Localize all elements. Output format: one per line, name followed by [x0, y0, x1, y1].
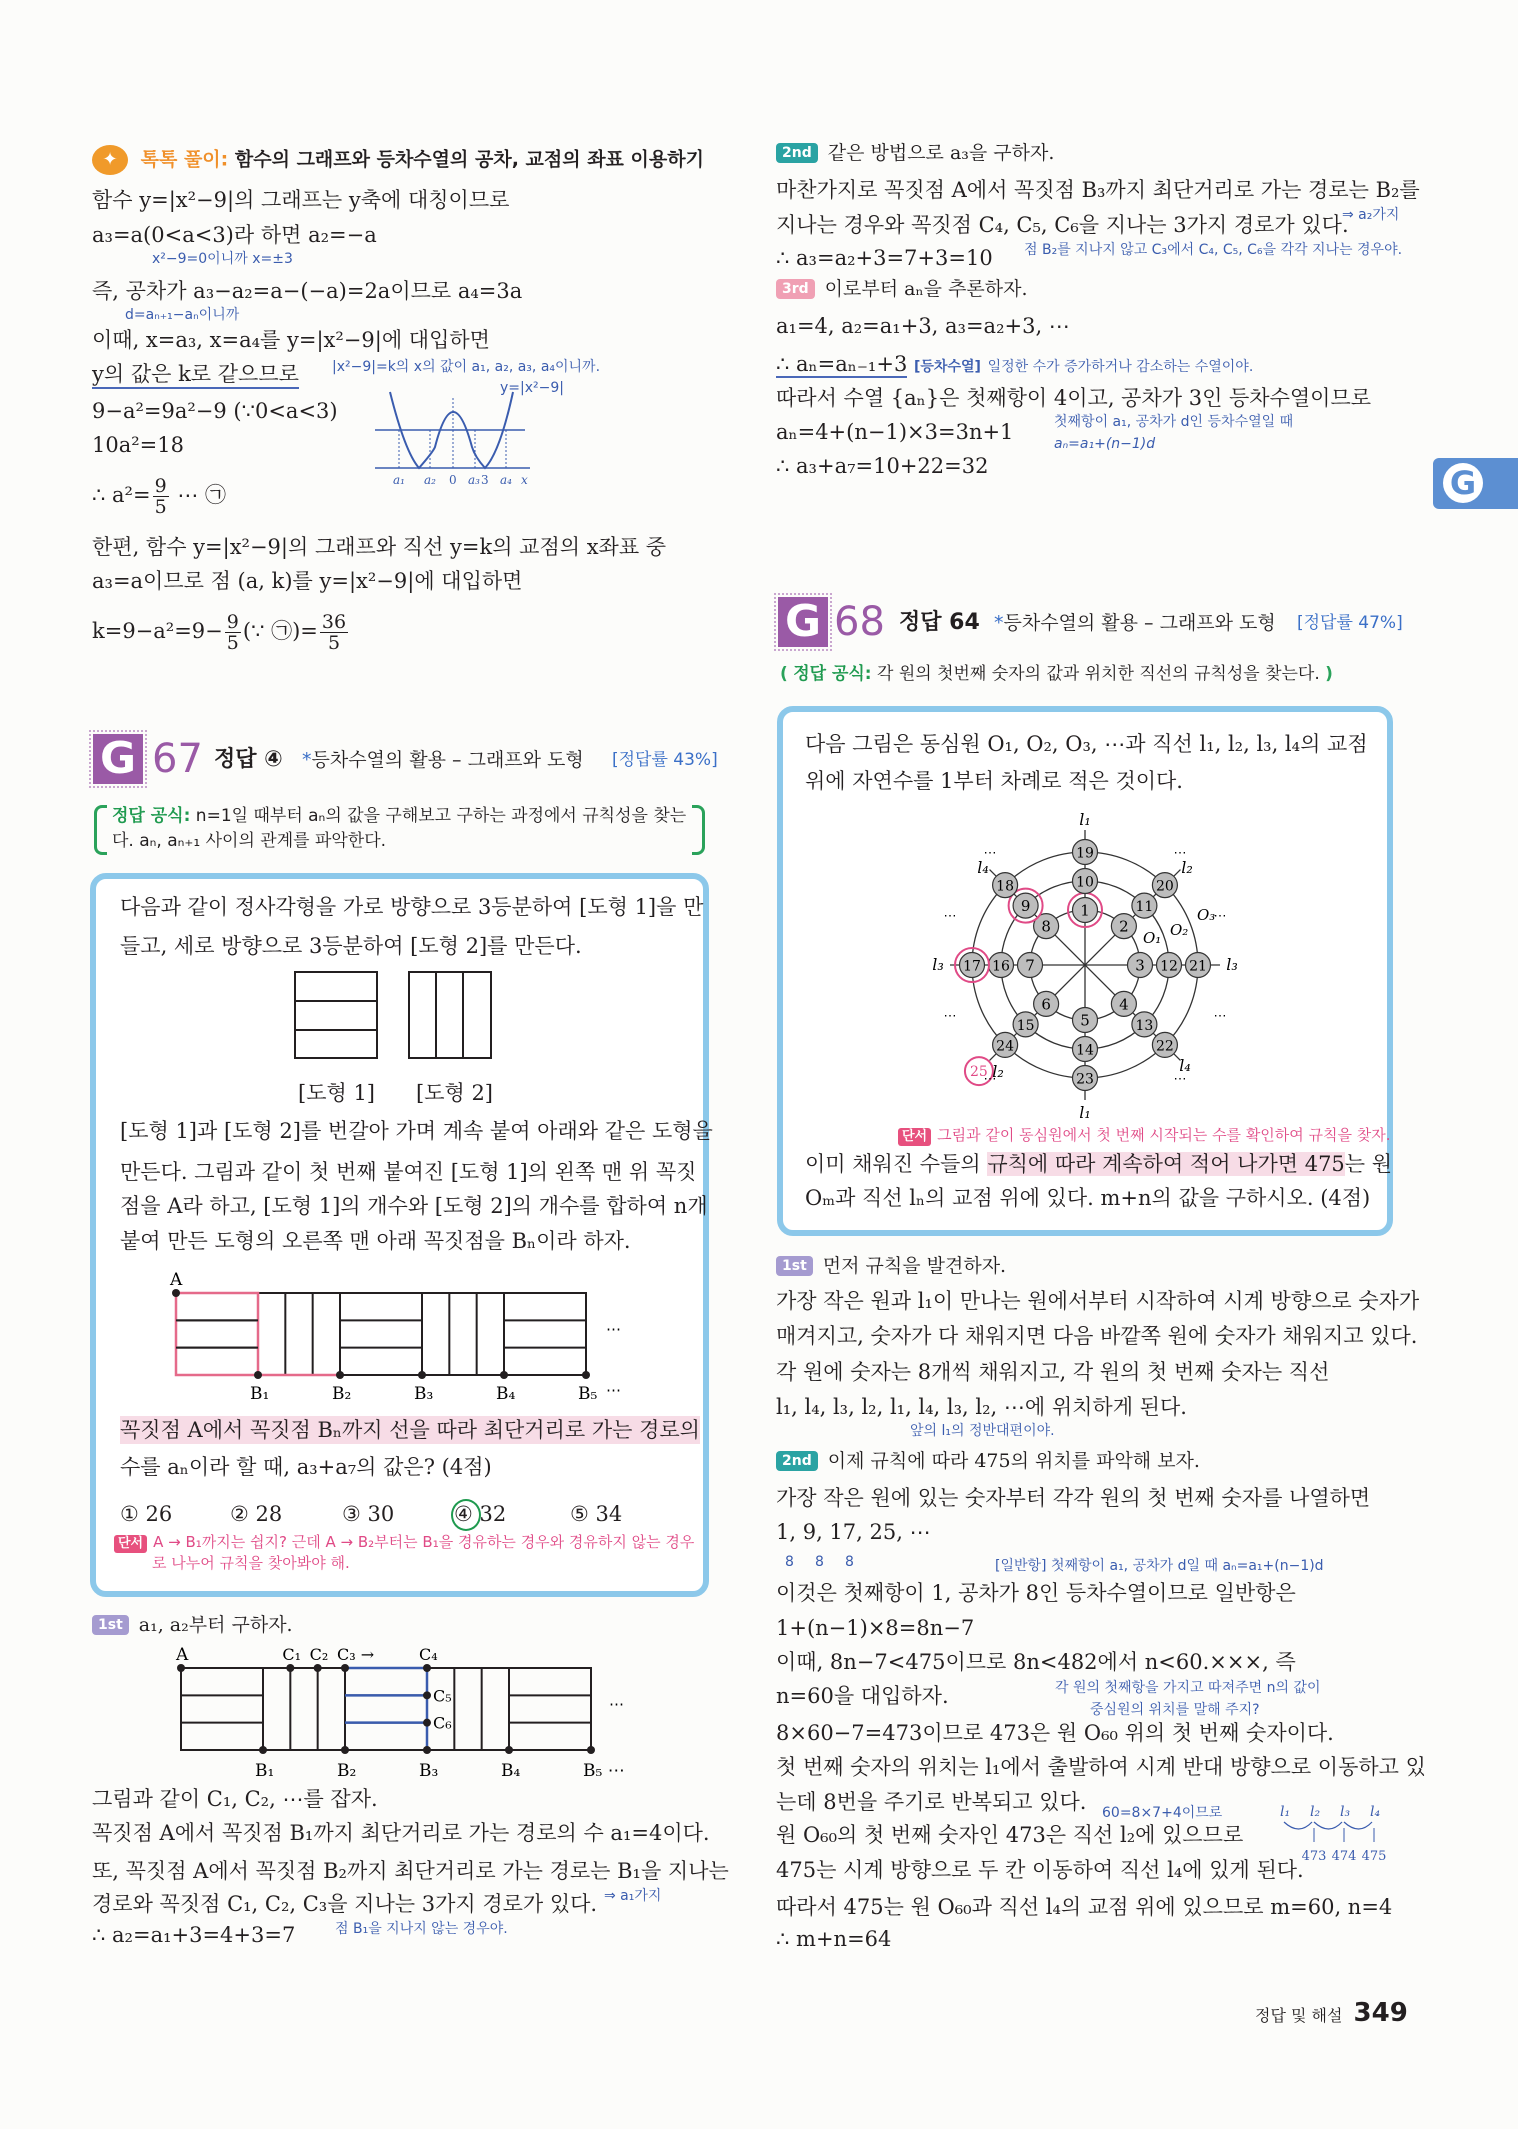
text: ∴ aₙ=aₙ₋₁+3 [776, 352, 908, 376]
sol-line: 1, 9, 17, 25, ⋯ [776, 1520, 931, 1544]
sol-line: 또, 꼭짓점 A에서 꼭짓점 B₂까지 최단거리로 가는 경로는 B₁을 지나는 [92, 1859, 729, 1883]
hint [114, 1532, 694, 1574]
runner-icon: ✦ [92, 145, 128, 175]
number-label: 20 [1155, 878, 1174, 895]
topic-text: 등차수열의 활용 – 그래프와 도형 [311, 749, 584, 771]
choice-1[interactable]: ① 26 [120, 1502, 173, 1526]
problem-line: 위에 자연수를 1부터 차례로 적은 것이다. [805, 769, 1183, 793]
sol-line: 매겨지고, 숫자가 다 채워지면 다음 바깥쪽 원에 숫자가 채워지고 있다. [776, 1324, 1418, 1348]
line-label: l₄ [977, 858, 989, 877]
chapter-side-tab[interactable] [1433, 458, 1518, 509]
circle-label: O₃ [1197, 906, 1216, 924]
formula-tip [112, 804, 686, 854]
graph-curve-label: y=|x²−9| [500, 380, 564, 396]
hint [898, 1126, 1391, 1146]
sol-line: y의 값은 k로 같으므로 [92, 361, 299, 389]
line-label: l₁ [1079, 1103, 1091, 1122]
solution-header [92, 145, 704, 175]
tile [181, 1668, 263, 1750]
vertex-a-label: A [170, 1270, 183, 1290]
sol-line: 한편, 함수 y=|x²−9|의 그래프와 직선 y=k의 교점의 x좌표 중 [92, 535, 667, 559]
sol-note: 점 B₁을 지나지 않는 경우야. [335, 1921, 508, 1937]
vertex-b-label: B₂ [332, 1384, 352, 1404]
footer-label: 정답 및 해설 [1255, 2006, 1343, 2025]
vertex-c-label: C₂ [309, 1645, 329, 1664]
sol-line: ∴ a₂=a₁+3=4+3=7 [92, 1923, 296, 1947]
number-label: 18 [996, 878, 1015, 895]
number-label: 7 [1025, 956, 1035, 975]
graph-label: 0 [449, 473, 457, 487]
topic-text: 등차수열의 활용 – 그래프와 도형 [1003, 612, 1276, 634]
ellipsis: ⋯ [983, 846, 997, 861]
vertex-b-label: B₅ [578, 1384, 598, 1404]
line-label: l₃ [932, 955, 944, 974]
vertex-a-dot [172, 1289, 180, 1297]
denominator: 5 [327, 632, 341, 654]
sol-line: 는데 8번을 주기로 반복되고 있다. [776, 1790, 1087, 1814]
ellipsis: ⋯ [1173, 846, 1187, 861]
numerator: 9 [226, 611, 239, 633]
step-badge: 2nd [776, 143, 818, 163]
ellipsis: ⋯ [1173, 1072, 1187, 1087]
vertex-c-label: C₅ [433, 1686, 452, 1706]
line-label: l₁ [1280, 1804, 1291, 1820]
text: (∵ ㉠)= [242, 619, 318, 643]
sol-line: 475는 시계 방향으로 두 칸 이동하여 직선 l₄에 있게 된다. [776, 1858, 1304, 1882]
hint-tag: 단서 [898, 1128, 931, 1146]
tile [509, 1668, 591, 1750]
correct-rate: [정답률 43%] [612, 750, 718, 770]
number-label: 23 [1076, 1071, 1094, 1088]
tile [427, 1668, 509, 1750]
sol-line: 각 원에 숫자는 8개씩 채워지고, 각 원의 첫 번째 숫자는 직선 [776, 1360, 1330, 1384]
sol-note: 60=8×7+4이므로 [1102, 1805, 1223, 1821]
step-title: a₁, a₂부터 구하자. [138, 1614, 293, 1636]
graph-label: a₁ [393, 473, 405, 487]
strip-figure [160, 1265, 660, 1410]
ellipsis: ⋯ [1213, 909, 1227, 924]
vertex-b-dot [582, 1371, 590, 1379]
sol-line: 10a²=18 [92, 433, 184, 457]
sol-line: a₃=a이므로 점 (a, k)를 y=|x²−9|에 대입하면 [92, 569, 523, 593]
figure-label: [도형 2] [416, 1081, 493, 1105]
number-label: 11 [1135, 899, 1154, 916]
ellipsis: ⋯ [983, 1072, 997, 1087]
question-line: 수를 aₙ이라 할 때, a₃+a₇의 값은? (4점) [120, 1455, 492, 1479]
sol-line: a₃=a(0<a<3)라 하면 a₂=−a [92, 223, 377, 247]
sol-line: 꼭짓점 A에서 꼭짓점 B₁까지 최단거리로 가는 경로의 수 a₁=4이다. [92, 1821, 710, 1845]
sol-note: d=aₙ₊₁−aₙ이니까 [125, 307, 240, 323]
line-label: l₄ [1179, 1056, 1191, 1075]
vertex-b-dot [500, 1371, 508, 1379]
vertex-b-label: B₃ [414, 1384, 434, 1404]
formula-label: 정답 공식: [112, 806, 191, 826]
vertex-dot [423, 1664, 431, 1672]
sol-line: 이것은 첫째항이 1, 공차가 8인 등차수열이므로 일반항은 [776, 1581, 1296, 1605]
step-badge: 2nd [776, 1451, 818, 1471]
choice-3[interactable]: ③ 30 [342, 1502, 395, 1526]
correct-mark [451, 1499, 481, 1531]
number-label: 17 [963, 958, 981, 975]
number-label: 10 [1076, 874, 1094, 891]
hint-text: A → B₁까지는 쉽지? 근데 A → B₂부터는 B₁을 경유하는 경우와 경유하지 않는 경우 [153, 1533, 695, 1551]
sol-line: 원 O₆₀의 첫 번째 숫자인 473은 직선 l₂에 있으므로 [776, 1823, 1244, 1847]
vertex-b-dot [341, 1746, 349, 1754]
problem-line: 점을 A라 하고, [도형 1]의 개수와 [도형 2]의 개수를 합하여 n개 [120, 1194, 708, 1218]
graph-label: 3 [481, 473, 489, 487]
number-label: 6 [1041, 995, 1051, 1014]
sol-line: 8×60−7=473이므로 473은 원 O₆₀ 위의 첫 번째 숫자이다. [776, 1721, 1334, 1745]
sol-line: 따라서 475는 원 O₆₀과 직선 l₄의 교점 위에 있으므로 m=60, n=4 [776, 1895, 1393, 1919]
chapter-letter: G [1443, 463, 1483, 503]
step-title: 같은 방법으로 a₃을 구하자. [827, 142, 1055, 164]
sol-line: l₁, l₄, l₃, l₂, l₁, l₄, l₃, l₂, ⋯에 위치하게 된다. [776, 1395, 1187, 1419]
denominator: 5 [154, 496, 167, 518]
fraction [153, 476, 169, 517]
problem-number: 67 [152, 736, 203, 782]
problem-badge: G [93, 734, 143, 784]
formula-tip [780, 662, 1333, 687]
step-2 [776, 1447, 1200, 1475]
fraction [225, 612, 241, 653]
vertex-dot [423, 1719, 431, 1727]
sol-line: 그림과 같이 C₁, C₂, ⋯를 잡자. [92, 1787, 378, 1811]
step-title: 이로부터 aₙ을 추론하자. [824, 278, 1028, 300]
diff: 8 [815, 1554, 824, 1570]
solution-header-label: 톡톡 풀이: [140, 148, 229, 171]
vertex-dot [314, 1664, 322, 1672]
sol-line: ∴ a₃=a₂+3=7+3=10 [776, 246, 993, 270]
tile [340, 1293, 422, 1375]
line-label: l₂ [1310, 1804, 1321, 1820]
step-1 [92, 1611, 293, 1639]
sol-line: ∴ a₃+a₇=10+22=32 [776, 454, 989, 478]
hint-text: 그림과 같이 동심원에서 첫 번째 시작되는 수를 확인하여 규칙을 찾자. [937, 1126, 1391, 1144]
vertex-dot [341, 1664, 349, 1672]
note: 일정한 수가 증가하거나 감소하는 수열이야. [987, 359, 1254, 375]
step-badge: 3rd [776, 279, 815, 299]
number-label: 2 [1119, 917, 1129, 936]
answer-label: 정답 ④ [214, 747, 283, 772]
line-label: l₃ [1226, 955, 1238, 974]
vertex-c-label: C₁ [282, 1645, 301, 1664]
vertex-c-label: C₆ [433, 1713, 452, 1733]
sol-line: aₙ=4+(n−1)×3=3n+1 [776, 420, 1014, 444]
vertex-b-label: B₁ [255, 1761, 275, 1781]
choice-5[interactable]: ⑤ 34 [570, 1502, 623, 1526]
tile [176, 1293, 258, 1375]
number-label: 16 [992, 958, 1010, 975]
text: ⋯ ㉠ [177, 483, 227, 507]
number-label: 15 [1016, 1017, 1035, 1034]
sol-note: 중심원의 위치를 말해 주지? [1090, 1702, 1260, 1718]
vertex-a-label: A [176, 1645, 189, 1665]
text: 이미 채워진 수들의 [805, 1152, 988, 1176]
text: 는 원 [1344, 1152, 1393, 1176]
step-3 [776, 275, 1028, 303]
curve-arrow [1284, 1822, 1312, 1829]
answer-label: 정답 64 [899, 610, 980, 635]
highlighted-path [176, 1293, 340, 1375]
step-1 [776, 1252, 1006, 1280]
topic [302, 745, 584, 775]
ellipsis: ⋯ [943, 1009, 957, 1024]
sol-note: 각 원의 첫째항을 가지고 따져주면 n의 값이 [1055, 1680, 1321, 1696]
vertex-b-dot [423, 1746, 431, 1754]
step-badge: 1st [776, 1256, 813, 1276]
number-label: 4 [1119, 995, 1129, 1014]
problem-line: 들고, 세로 방향으로 3등분하여 [도형 2]를 만든다. [120, 934, 582, 958]
numerator: 36 [321, 611, 347, 633]
vertex-dot [286, 1664, 294, 1672]
line-label: l₃ [1340, 1804, 1351, 1820]
vertex-b-dot [254, 1371, 262, 1379]
sol-line: ∴ m+n=64 [776, 1927, 892, 1951]
problem-line: 만든다. 그림과 같이 첫 번째 붙여진 [도형 1]의 왼쪽 맨 위 꼭짓 [120, 1160, 697, 1184]
sol-line-fraction [92, 612, 350, 653]
tile [258, 1293, 340, 1375]
number-label: 12 [1160, 958, 1178, 975]
vertex-b-dot [418, 1371, 426, 1379]
vertex-c-label: C₄ [419, 1645, 438, 1664]
ellipsis: ⋯ [606, 1320, 621, 1338]
number-label: 1 [1080, 901, 1090, 920]
curve-arrow [1344, 1822, 1372, 1829]
bracket-left [94, 805, 107, 855]
vertex-b-dot [259, 1746, 267, 1754]
step-title: 먼저 규칙을 발견하자. [822, 1255, 1007, 1277]
vertex-b-dot [505, 1746, 513, 1754]
graph-label: a₂ [424, 473, 436, 487]
sol-line: 가장 작은 원과 l₁이 만나는 원에서부터 시작하여 시계 방향으로 숫자가 [776, 1289, 1420, 1313]
step-2 [776, 139, 1054, 167]
text: ∴ a²= [92, 483, 151, 507]
footer [1255, 1998, 1408, 2028]
figure-1-and-2 [293, 970, 493, 1062]
sol-note: 첫째항이 a₁, 공차가 d인 등차수열일 때 [1054, 414, 1294, 430]
vertex-dot [423, 1691, 431, 1699]
next-number: 25 [970, 1064, 988, 1081]
topic [994, 608, 1276, 638]
star-icon: * [994, 612, 1004, 634]
number-label: 19 [1076, 845, 1094, 862]
hint-text: 로 나누어 규칙을 찾아봐야 해. [152, 1554, 350, 1572]
tile [263, 1668, 345, 1750]
question-line [805, 1150, 1392, 1178]
number-label: 8 [1041, 917, 1051, 936]
circle-label: O₂ [1170, 921, 1189, 939]
number-label: 3 [1135, 956, 1145, 975]
formula-text: n=1일 때부터 aₙ의 값을 구해보고 구하는 과정에서 규칙성을 찾는 [190, 806, 687, 826]
solution-header-title: 함수의 그래프와 등차수열의 공차, 교점의 좌표 이용하기 [234, 148, 704, 171]
number-label: 24 [996, 1038, 1015, 1055]
number-label: 22 [1155, 1038, 1174, 1055]
choice-4[interactable]: ④ 32 [454, 1502, 507, 1526]
problem-number: 68 [834, 599, 885, 645]
sol-line-fraction [92, 476, 226, 517]
vertex-b-label: B₄ [501, 1761, 521, 1781]
sol-line: 이때, 8n−7<475이므로 8n<482에서 n<60.×××, 즉 [776, 1650, 1296, 1674]
step-title: 이제 규칙에 따라 475의 위치를 파악해 보자. [827, 1450, 1200, 1472]
sol-line: 9−a²=9a²−9 (∵0<a<3) [92, 399, 338, 423]
sol-note: x²−9=0이니까 x=±3 [152, 251, 293, 267]
ellipsis: ⋯ [1213, 1009, 1227, 1024]
question-line: 꼭짓점 A에서 꼭짓점 Bₙ까지 선을 따라 최단거리로 가는 경로의 [120, 1418, 700, 1442]
numerator: 9 [154, 475, 167, 497]
ellipsis: ⋯ [943, 909, 957, 924]
ellipsis: ⋯ [606, 1381, 621, 1399]
ellipsis: ⋯ [609, 1695, 624, 1713]
tile [504, 1293, 586, 1375]
problem-line: [도형 1]과 [도형 2]를 번갈아 가며 계속 붙여 아래와 같은 도형을 [120, 1119, 713, 1143]
vertex-b-label: B₁ [250, 1384, 270, 1404]
denominator: 5 [226, 632, 239, 654]
number-label: 9 [1020, 897, 1031, 916]
abs-parabola-graph [375, 392, 535, 487]
sol-line: 이때, x=a₃, x=a₄를 y=|x²−9|에 대입하면 [92, 328, 490, 352]
number-label: 473 [1301, 1849, 1327, 1864]
circle-label: O₁ [1143, 929, 1162, 947]
bracket-right [692, 805, 705, 855]
strip-figure-labeled [170, 1640, 650, 1780]
choice-2[interactable]: ② 28 [230, 1502, 283, 1526]
text: 규칙에 따라 계속하여 적어 나가면 475 [987, 1152, 1345, 1176]
line-label: l₄ [1370, 1804, 1381, 1820]
sol-note: ⇒ a₁가지 [604, 1888, 662, 1904]
line-label: l₂ [1181, 858, 1193, 877]
star-icon: * [302, 749, 312, 771]
vertex-b-dot [587, 1746, 595, 1754]
vertex-b-label: B₄ [496, 1384, 516, 1404]
problem-badge: G [778, 597, 828, 647]
formula-label: 정답 공식: [793, 664, 872, 684]
sol-note: 점 B₂를 지나지 않고 C₃에서 C₄, C₅, C₆을 각각 지나는 경우야. [1024, 242, 1403, 258]
graph-label: x [521, 473, 528, 487]
tile [422, 1293, 504, 1375]
sol-line: 첫 번째 숫자의 위치는 l₁에서 출발하여 시계 반대 방향으로 이동하고 있 [776, 1755, 1426, 1779]
sol-line: 지나는 경우와 꼭짓점 C₄, C₅, C₆을 지나는 3가지 경로가 있다. [776, 213, 1349, 237]
line-label: l₁ [1079, 810, 1091, 829]
sol-line [776, 350, 1253, 378]
note: [등차수열] [914, 359, 981, 375]
vertex-c-label: C₃ → [337, 1645, 375, 1664]
sol-line: 따라서 수열 {aₙ}은 첫째항이 4이고, 공차가 3인 등차수열이므로 [776, 386, 1372, 410]
fraction [320, 612, 348, 653]
problem-line: 다음과 같이 정사각형을 가로 방향으로 3등분하여 [도형 1]을 만 [120, 895, 704, 919]
page-number: 349 [1353, 1998, 1408, 2028]
figure-label: [도형 1] [298, 1081, 375, 1105]
number-label: 21 [1189, 958, 1207, 975]
bracket-close: ) [1325, 664, 1333, 684]
diff: 8 [845, 1554, 854, 1570]
sol-line: 1+(n−1)×8=8n−7 [776, 1616, 975, 1640]
problem-line: 다음 그림은 동심원 O₁, O₂, O₃, ⋯과 직선 l₁, l₂, l₃, l₄의 교점 [805, 732, 1368, 756]
step-badge: 1st [92, 1615, 129, 1635]
tile [345, 1668, 427, 1750]
number-label: 474 [1331, 1849, 1357, 1864]
graph-label: a₄ [500, 473, 512, 487]
number-label: 5 [1080, 1011, 1090, 1030]
bracket-open: ( [780, 664, 788, 684]
number-label: 475 [1361, 1849, 1387, 1864]
number-label: 13 [1135, 1017, 1154, 1034]
sol-line: 가장 작은 원에 있는 숫자부터 각각 원의 첫 번째 숫자를 나열하면 [776, 1486, 1371, 1510]
curve-arrow [1314, 1822, 1342, 1829]
formula-text: 각 원의 첫번째 숫자의 값과 위치한 직선의 규칙성을 찾는다. [871, 664, 1320, 684]
diff: 8 [785, 1554, 794, 1570]
sol-note: |x²−9|=k의 x의 값이 a₁, a₂, a₃, a₄이니까. [332, 359, 601, 375]
vertex-b-label: B₅ ⋯ [583, 1761, 625, 1781]
sol-note: aₙ=a₁+(n−1)d [1054, 436, 1156, 452]
vertex-dot [177, 1664, 185, 1672]
vertex-b-dot [336, 1371, 344, 1379]
sol-note: ⇒ a₂가지 [1342, 207, 1400, 223]
sol-note: [일반항] 첫째항이 a₁, 공차가 d일 때 aₙ=a₁+(n−1)d [995, 1558, 1324, 1574]
problem-line: 붙여 만든 도형의 오른쪽 맨 아래 꼭짓점을 Bₙ이라 하자. [120, 1229, 631, 1253]
concentric-circle-diagram [932, 810, 1238, 1130]
hint-tag: 단서 [114, 1535, 147, 1553]
sol-line: a₁=4, a₂=a₁+3, a₃=a₂+3, ⋯ [776, 314, 1070, 338]
vertex-b-label: B₂ [337, 1761, 357, 1781]
question-line: Oₘ과 직선 lₙ의 교점 위에 있다. m+n의 값을 구하시오. (4점) [805, 1186, 1371, 1210]
sol-note: 앞의 l₁의 정반대편이야. [910, 1423, 1055, 1439]
text: k=9−a²=9− [92, 619, 223, 643]
graph-label: a₃ [468, 473, 480, 487]
sol-line: 마찬가지로 꼭짓점 A에서 꼭짓점 B₃까지 최단거리로 가는 경로는 B₂를 [776, 178, 1420, 202]
number-label: 14 [1076, 1042, 1094, 1059]
correct-rate: [정답률 47%] [1297, 613, 1403, 633]
formula-text: 다. aₙ, aₙ₊₁ 사이의 관계를 파악한다. [112, 831, 387, 851]
sol-line: 즉, 공차가 a₃−a₂=a−(−a)=2a이므로 a₄=3a [92, 279, 523, 303]
sol-line: n=60을 대입하자. [776, 1684, 949, 1708]
sol-line: 경로와 꼭짓점 C₁, C₂, C₃을 지나는 3가지 경로가 있다. [92, 1892, 598, 1916]
line-label: l₂ [992, 1062, 1004, 1081]
vertex-b-label: B₃ [419, 1761, 439, 1781]
sol-line: 함수 y=|x²−9|의 그래프는 y축에 대칭이므로 [92, 188, 510, 212]
